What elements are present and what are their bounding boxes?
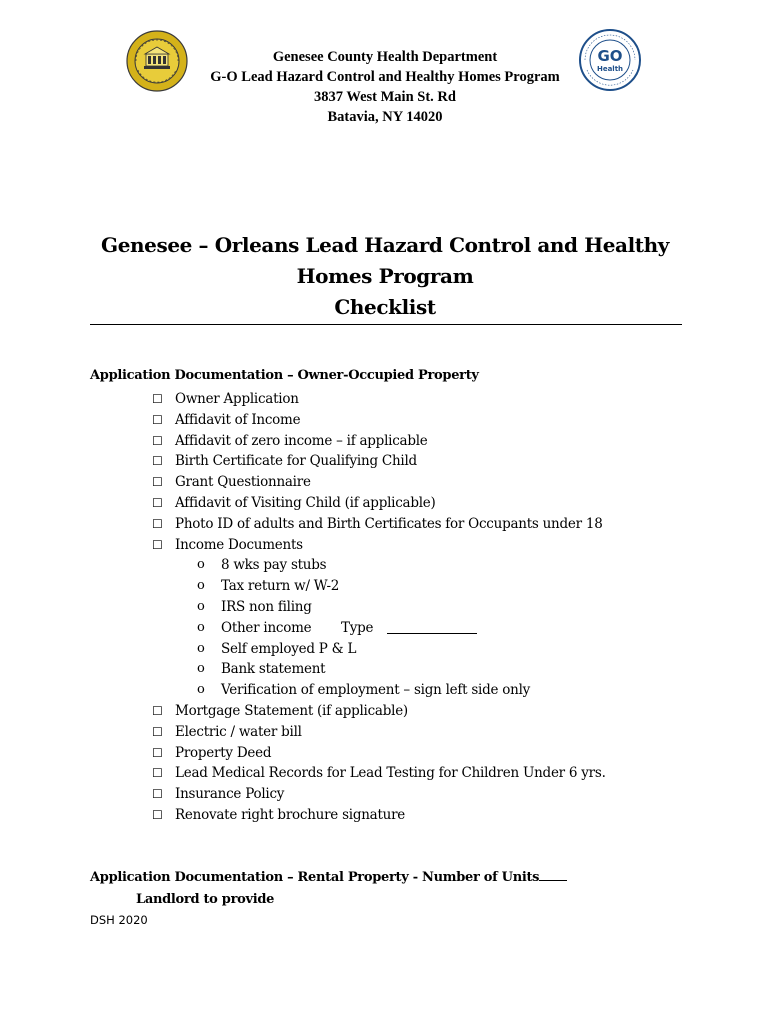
- title-line-3: Checklist: [334, 295, 436, 319]
- checklist-item-label: Property Deed: [175, 744, 272, 761]
- checklist-item-label: Grant Questionnaire: [175, 474, 311, 491]
- income-subitem-label: IRS non filing: [221, 598, 312, 615]
- checklist-item: [0, 722, 770, 743]
- title-divider: [90, 324, 682, 325]
- checklist-item-label: Birth Certificate for Qualifying Child: [175, 453, 417, 470]
- checklist-item: [0, 784, 770, 805]
- checklist-item-label: Lead Medical Records for Lead Testing for Children Under 6 yrs.: [175, 765, 606, 782]
- checkbox-icon[interactable]: ☐: [152, 745, 163, 760]
- income-subitem: [0, 680, 770, 701]
- other-income-type-blank[interactable]: [387, 633, 477, 634]
- checklist-item: [0, 472, 770, 493]
- checklist-item-label: Affidavit of Income: [175, 411, 301, 428]
- document-title: [60, 230, 710, 323]
- checklist-item: [0, 535, 770, 556]
- letterhead-org: Genesee County Health Department: [272, 49, 498, 65]
- income-subitem-label: Other income: [221, 619, 312, 636]
- checklist-item: [0, 410, 770, 431]
- letterhead-street: 3837 West Main St. Rd: [314, 89, 456, 105]
- checklist-item-label: Renovate right brochure signature: [175, 806, 406, 823]
- footer-code: DSH 2020: [90, 913, 148, 927]
- owner-checklist: [0, 389, 770, 826]
- income-subitem-label: Bank statement: [221, 661, 326, 678]
- svg-text:Health: Health: [596, 65, 624, 73]
- owner-section-heading: Application Documentation – Owner-Occupied Property: [90, 368, 479, 383]
- checklist-item-label: Electric / water bill: [175, 723, 302, 740]
- checklist-item-label: Income Documents: [175, 536, 303, 553]
- circle-bullet-icon: o: [197, 578, 205, 594]
- title-line-2: Homes Program: [296, 264, 474, 288]
- income-subitem-label: Verification of employment – sign left side only: [221, 682, 531, 699]
- checklist-item: [0, 451, 770, 472]
- checkbox-icon[interactable]: ☐: [152, 392, 163, 406]
- checklist-item: [0, 763, 770, 784]
- checklist-item: [0, 431, 770, 452]
- letterhead-program: G-O Lead Hazard Control and Healthy Homes Program: [210, 69, 560, 85]
- income-subitem: [0, 618, 770, 639]
- circle-bullet-icon: o: [197, 619, 205, 635]
- letterhead: [170, 47, 600, 127]
- circle-bullet-icon: o: [197, 557, 205, 573]
- checklist-item-label: Affidavit of Visiting Child (if applicable): [175, 494, 436, 511]
- checklist-item-label: Photo ID of adults and Birth Certificates for Occupants under 18: [175, 515, 603, 532]
- checkbox-icon[interactable]: ☐: [152, 454, 163, 469]
- income-subitem: [0, 659, 770, 680]
- checkbox-icon[interactable]: ☐: [152, 433, 163, 448]
- circle-bullet-icon: o: [197, 661, 205, 677]
- income-subitem-label: 8 wks pay stubs: [221, 557, 327, 574]
- income-subitem: [0, 597, 770, 618]
- checkbox-icon[interactable]: ☐: [152, 787, 163, 802]
- checkbox-icon[interactable]: ☐: [152, 537, 163, 552]
- checklist-item: [0, 805, 770, 826]
- income-subitem: [0, 639, 770, 660]
- circle-bullet-icon: o: [197, 598, 205, 614]
- checkbox-icon[interactable]: ☐: [152, 412, 163, 427]
- checkbox-icon[interactable]: ☐: [152, 766, 163, 781]
- income-subitem: [0, 576, 770, 597]
- circle-bullet-icon: o: [197, 640, 205, 656]
- checkbox-icon[interactable]: ☐: [152, 724, 163, 739]
- checklist-item: [0, 514, 770, 535]
- checkbox-icon[interactable]: ☐: [152, 703, 163, 718]
- income-subitem-label: Tax return w/ W-2: [221, 578, 340, 595]
- title-line-1: Genesee – Orleans Lead Hazard Control and Healthy: [101, 233, 669, 257]
- rental-heading-text: Application Documentation – Rental Property - Number of Units: [90, 870, 540, 885]
- rental-section-heading: [90, 870, 567, 885]
- checklist-item-label: Owner Application: [175, 391, 299, 407]
- circle-bullet-icon: o: [197, 682, 205, 698]
- checkbox-icon[interactable]: ☐: [152, 516, 163, 531]
- units-blank[interactable]: [539, 880, 567, 881]
- checkbox-icon[interactable]: ☐: [152, 495, 163, 510]
- checklist-item: [0, 701, 770, 722]
- checklist-item-label: Insurance Policy: [175, 786, 285, 803]
- checklist-item: [0, 389, 770, 410]
- checklist-item-label: Affidavit of zero income – if applicable: [175, 432, 428, 449]
- landlord-subheading: Landlord to provide: [136, 892, 275, 907]
- svg-text:GO: GO: [597, 47, 623, 65]
- income-subitem: [0, 555, 770, 576]
- checklist-item: [0, 493, 770, 514]
- letterhead-city: Batavia, NY 14020: [327, 109, 443, 125]
- income-subitem-label: Self employed P & L: [221, 640, 357, 657]
- checkbox-icon[interactable]: ☐: [152, 475, 163, 490]
- checklist-item-label: Mortgage Statement (if applicable): [175, 702, 408, 719]
- checklist-item: [0, 743, 770, 764]
- other-income-type-label: Type: [341, 619, 374, 636]
- checkbox-icon[interactable]: ☐: [152, 807, 163, 822]
